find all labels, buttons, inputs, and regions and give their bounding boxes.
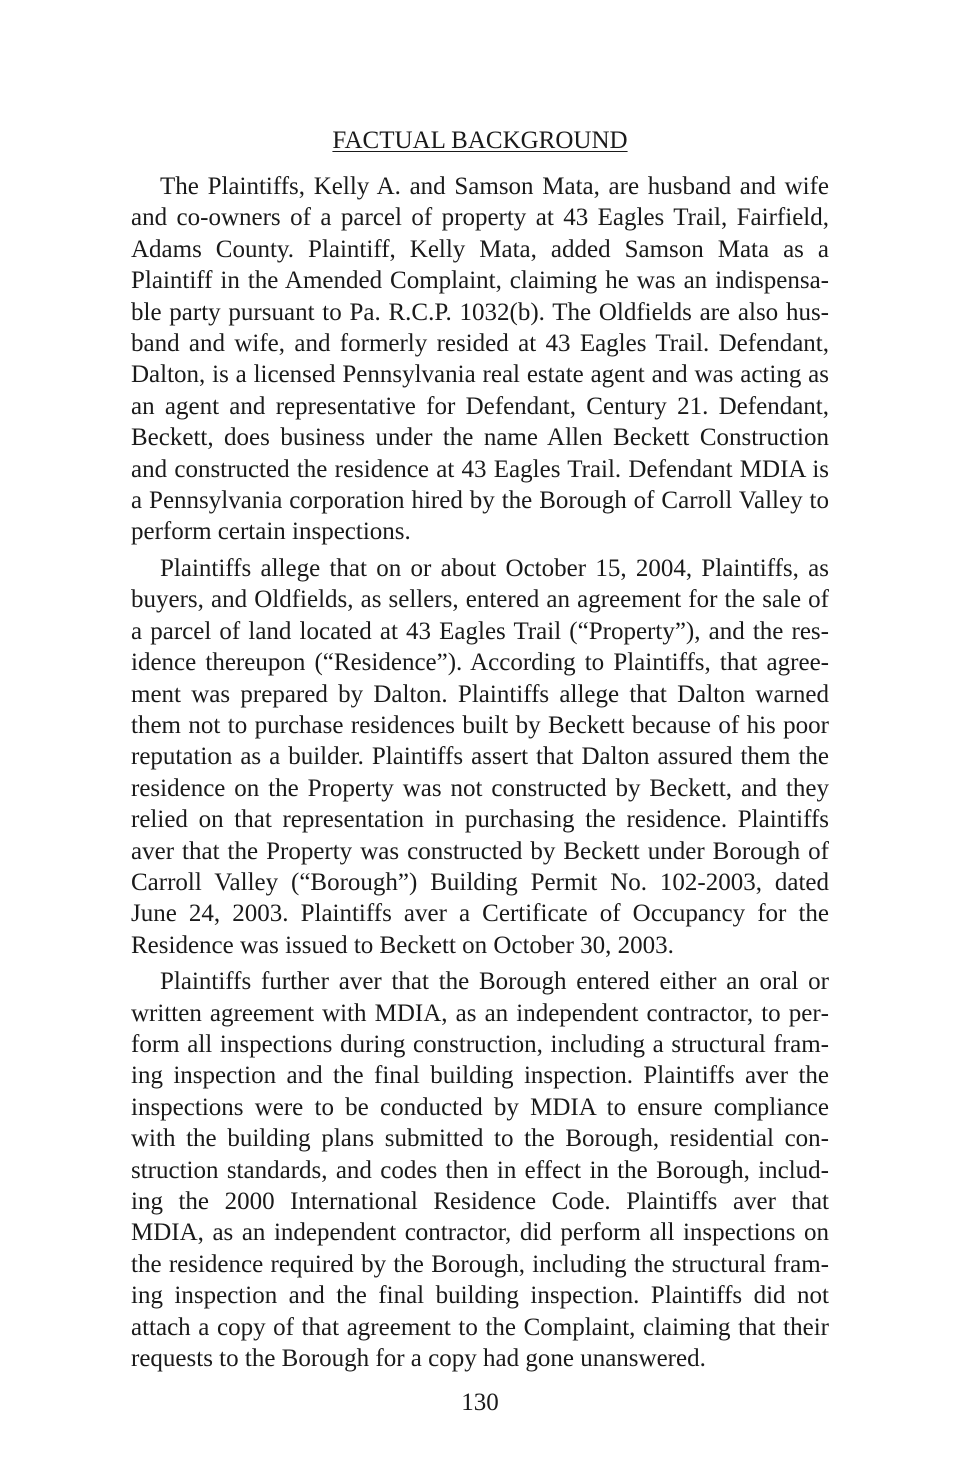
paragraph-parties: The Plaintiffs, Kelly A. and Samson Mata, are husband and wife and co-owners of a parcel of property at 43 Eagles Trail, Fairfield, Adams County. Plaintiff, Kelly Mata, added Samson Mata as a Plaintiff in the Amended Complaint, claiming he was an indispensable party pursuant to Pa. R.C.P. 1032(b). The Oldfields are also husband and wife, and formerly resided at 43 Eagles Trail. Defendant, Dalton, is a licensed Pennsylvania real estate agent and was acting as an agent and representative for Defendant, Century 21. Defendant, Beckett, does business under the name Allen Beckett Construction and constructed the residence at 43 Eagles Trail. Defendant MDIA is a Pennsylvania corporation hired by the Borough of Carroll Valley to perform certain inspections. (131, 173, 829, 546)
section-heading: FACTUAL BACKGROUND (332, 127, 628, 154)
document-page (131, 124, 829, 1379)
paragraph-inspections: Plaintiffs further aver that the Borough entered either an oral or written agreement with MDIA, as an independent contractor, to perform all inspections during construction, including a structural framing inspection and the final building inspection. Plaintiffs aver the inspections were to be conducted by MDIA to ensure compliance with the building plans submitted to the Borough, residential construction standards, and codes then in effect in the Borough, including the 2000 International Residence Code. Plaintiffs aver that MDIA, as an independent contractor, did perform all inspections on the residence required by the Borough, including the structural framing inspection and the final building inspection. Plaintiffs did not attach a copy of that agreement to the Complaint, claiming that their requests to the Borough for a copy had gone unanswered. (131, 968, 829, 1373)
paragraph-sale-agreement: Plaintiffs allege that on or about October 15, 2004, Plaintiffs, as buyers, and Oldfields, as sellers, entered an agreement for the sale of a parcel of land located at 43 Eagles Trail (“Property”), and the residence thereupon (“Residence”). According to Plaintiffs, that agreement was prepared by Dalton. Plaintiffs allege that Dalton warned them not to purchase residences built by Beckett because of his poor reputation as a builder. Plaintiffs assert that Dalton assured them the residence on the Property was not constructed by Beckett, and they relied on that representation in purchasing the residence. Plaintiffs aver that the Property was constructed by Beckett under Borough of Carroll Valley (“Borough”) Building Permit No. 102-2003, dated June 24, 2003. Plaintiffs aver a Certificate of Occupancy for the Residence was issued to Beckett on October 30, 2003. (131, 554, 829, 959)
page-number: 130 (461, 1389, 499, 1416)
